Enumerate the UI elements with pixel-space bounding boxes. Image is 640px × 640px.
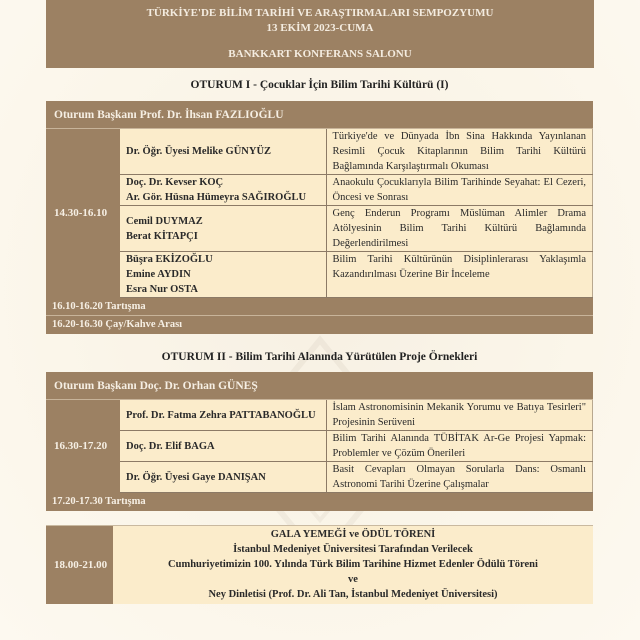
header-date: 13 EKİM 2023-CUMA xyxy=(266,22,374,34)
session-2-title: OTURUM II - Bilim Tarihi Alanında Yürütülen Proje Örnekleri xyxy=(161,351,478,363)
session-2-table xyxy=(46,400,593,493)
session-1-discussion: 16.10-16.20 Tartışma xyxy=(46,298,593,316)
speaker-name: Cemil DUYMAZ xyxy=(126,215,203,227)
session-1-time: 14.30-16.10 xyxy=(46,129,120,298)
speaker-cell xyxy=(120,129,326,175)
session-1-table xyxy=(46,129,593,298)
gala-line: ve xyxy=(348,574,358,585)
speaker-name: Dr. Öğr. Üyesi Gaye DANIŞAN xyxy=(126,471,266,483)
gala-title: GALA YEMEĞİ ve ÖDÜL TÖRENİ xyxy=(270,529,436,540)
talk-title: Anaokulu Çocuklarıyla Bilim Tarihinde Seyahat: El Cezeri, Öncesi ve Sonrası xyxy=(326,175,593,206)
table-row xyxy=(46,175,593,206)
speaker-name: Ar. Gör. Hüsna Hümeyra SAĞIROĞLU xyxy=(126,192,307,203)
table-row xyxy=(46,206,593,252)
gala-line: Ney Dinletisi (Prof. Dr. Ali Tan, İstanbul Medeniyet Üniversitesi) xyxy=(208,589,498,600)
talk-title: İslam Astronomisinin Mekanik Yorumu ve Batıya Tesirleri" Projesinin Serüveni xyxy=(326,400,593,431)
gala-details xyxy=(113,526,593,604)
session-2-discussion: 17.20-17.30 Tartışma xyxy=(46,493,593,511)
speaker-cell xyxy=(120,431,326,462)
talk-title: Türkiye'de ve Dünyada İbn Sina Hakkında Yayınlanan Resimli Çocuk Kitaplarının Bilim Tarihi Kültürü Bağlamında Karşılaştırmalı Okuması xyxy=(326,129,593,175)
session-2-time: 16.30-17.20 xyxy=(46,400,120,493)
session-1-break: 16.20-16.30 Çay/Kahve Arası xyxy=(46,316,593,334)
speaker-cell xyxy=(120,175,326,206)
table-row xyxy=(46,252,593,298)
session-2-chair: Oturum Başkanı Doç. Dr. Orhan GÜNEŞ xyxy=(46,372,593,400)
table-row xyxy=(46,129,593,175)
header-title: TÜRKİYE'DE BİLİM TARİHİ VE ARAŞTIRMALARI SEMPOZYUMU xyxy=(146,7,494,19)
table-row xyxy=(46,431,593,462)
session-1-title: OTURUM I - Çocuklar İçin Bilim Tarihi Kültürü (I) xyxy=(190,79,449,91)
talk-title: Basit Cevapları Olmayan Sorularla Dans: Osmanlı Astronomi Tarihi Üzerine Çalışmalar xyxy=(326,462,593,493)
speaker-cell xyxy=(120,206,326,252)
table-row xyxy=(46,400,593,431)
speaker-name: Doç. Dr. Elif BAGA xyxy=(126,440,215,452)
gala-block xyxy=(46,525,593,604)
speaker-name: Prof. Dr. Fatma Zehra PATTABANOĞLU xyxy=(126,409,316,421)
gala-line: Cumhuriyetimizin 100. Yılında Türk Bilim Tarihine Hizmet Edenler Ödülü Töreni xyxy=(168,559,538,570)
speaker-name: Esra Nur OSTA xyxy=(126,284,198,295)
speaker-name: Dr. Öğr. Üyesi Melike GÜNYÜZ xyxy=(126,146,272,157)
gala-line: İstanbul Medeniyet Üniversitesi Tarafından Verilecek xyxy=(233,544,473,555)
gala-time: 18.00-21.00 xyxy=(46,526,113,604)
speaker-cell xyxy=(120,462,326,493)
header-banner xyxy=(46,0,594,68)
speaker-cell xyxy=(120,252,326,298)
program-content xyxy=(46,0,593,604)
talk-title: Genç Enderun Programı Müslüman Alimler Drama Atölyesinin Bilim Tarihi Kültürü Bağlamında Değerlendirilmesi xyxy=(326,206,593,252)
talk-title: Bilim Tarihi Alanında TÜBİTAK Ar-Ge Projesi Yapmak: Problemler ve Çözüm Önerileri xyxy=(326,431,593,462)
talk-title: Bilim Tarihi Kültürünün Disiplinlerarası Yaklaşımla Kazandırılması Üzerine Bir İnceleme xyxy=(326,252,593,298)
speaker-name: Doç. Dr. Kevser KOÇ xyxy=(126,177,224,188)
speaker-name: Emine AYDIN xyxy=(126,269,191,280)
speaker-cell xyxy=(120,400,326,431)
table-row xyxy=(46,462,593,493)
header-venue: BANKKART KONFERANS SALONU xyxy=(228,48,412,60)
speaker-name: Büşra EKİZOĞLU xyxy=(126,254,213,265)
session-1-chair: Oturum Başkanı Prof. Dr. İhsan FAZLIOĞLU xyxy=(46,101,593,129)
speaker-name: Berat KİTAPÇI xyxy=(126,230,198,242)
